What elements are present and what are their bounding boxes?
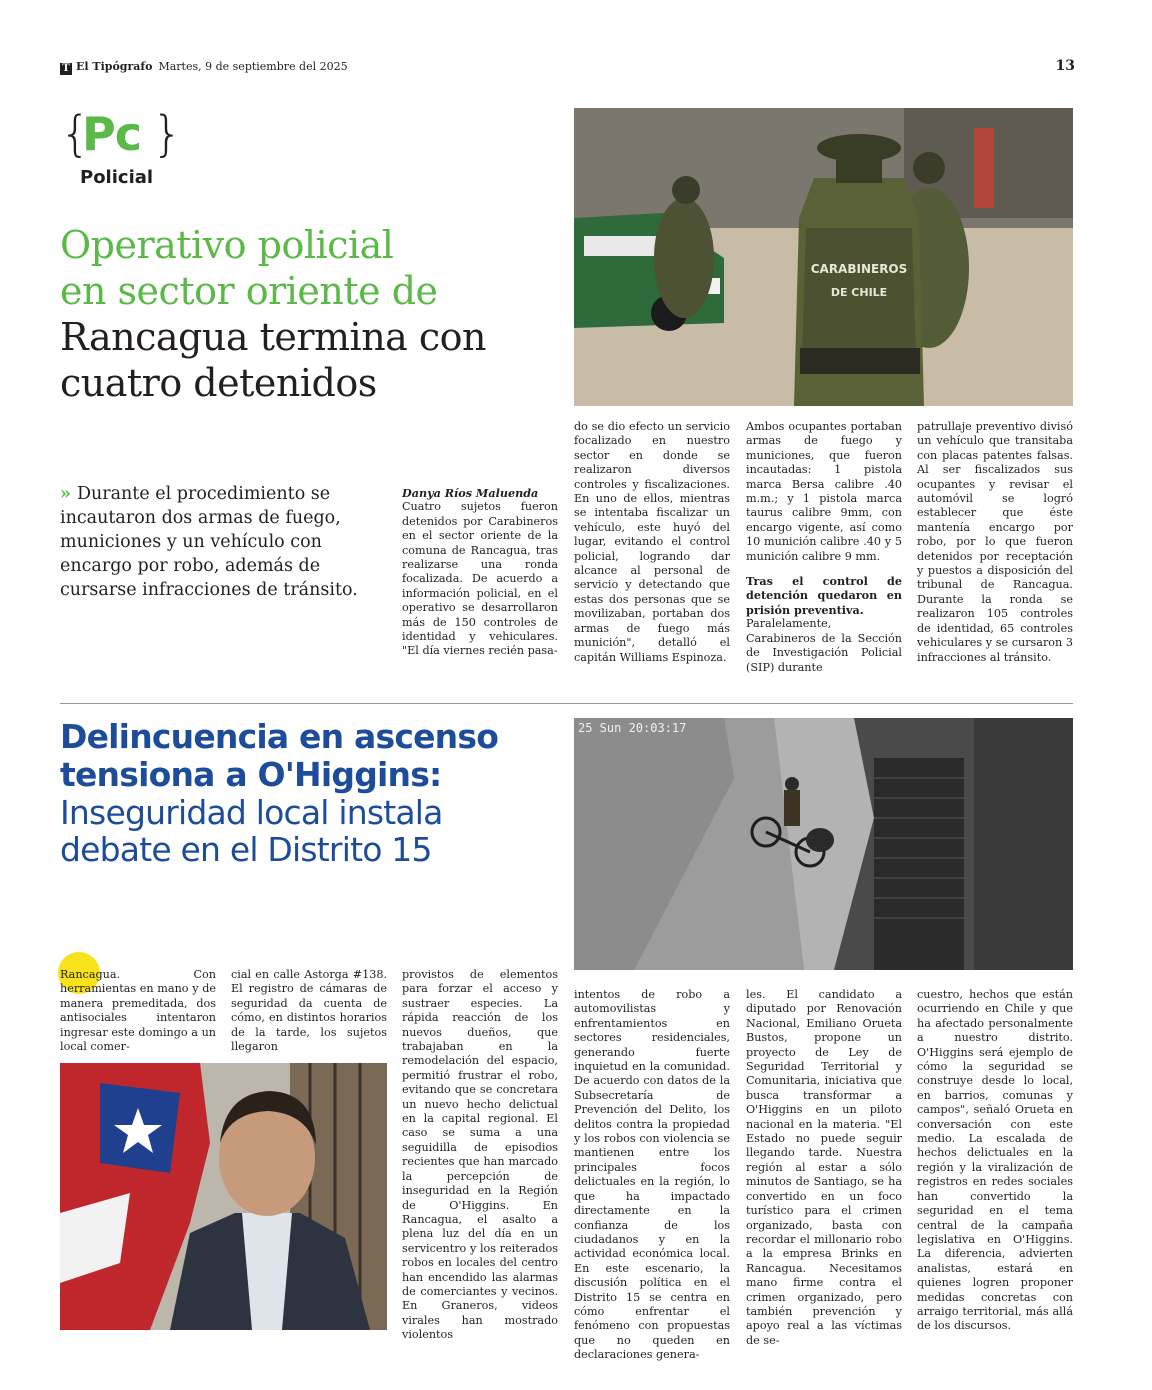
article1-col3a-text: Ambos ocupantes portaban armas de fuego y municiones, que fueron incautadas: 1 pistola marca Bersa calibre .40 m.m.; y 1 pistola marca taurus calibre 9mm, con encargo vigente, así como 10 munición calibre .40 y 5 munición calibre 9 mm. <box>746 420 902 563</box>
article2-column-6 <box>917 988 1073 1334</box>
section-code: Pc <box>82 107 141 161</box>
headline2-line-1: Delincuencia en ascenso <box>60 717 499 756</box>
article2-column-5 <box>746 988 902 1348</box>
article1-column-4 <box>917 420 1073 665</box>
issue-date: Martes, 9 de septiembre del 2025 <box>158 60 348 73</box>
article1-lead <box>60 482 366 602</box>
article1-subhead: Tras el control de detención quedaron en prisión preventiva. <box>746 574 902 617</box>
headline2-line-2: tensiona a O'Higgins: <box>60 755 442 794</box>
article2-column-4 <box>574 988 730 1363</box>
headline-line-2: en sector oriente de <box>60 269 438 313</box>
carabineros-photo <box>574 108 1073 406</box>
headline-line-3: Rancagua termina con <box>60 315 487 359</box>
article1-col4-text: patrullaje preventivo divisó un vehículo que transitaba con placas patentes falsas. Al ser fiscalizados sus ocupantes y revisar el automóvil se logró establecer que éste mantenía encargo por robo, por lo que fueron detenidos por receptación y puestos a disposición del tribunal de Rancagua. Durante la ronda se realizaron 105 controles de identidad, 65 controles vehiculares y se cursaron 3 infracciones al tránsito. <box>917 420 1073 664</box>
section-badge <box>60 104 183 190</box>
article1-col1-text: Cuatro sujetos fueron detenidos por Carabineros en el sector oriente de la comuna de Rancagua, tras realizarse una ronda focalizada. De acuerdo a información policial, en el operativo se desarrollaron más de 150 controles de identidad y vehiculares. "El día viernes recién pasa- <box>402 500 558 658</box>
article2-col2-text: cial en calle Astorga #138. El registro de cámaras de seguridad da cuenta de cómo, en distintos horarios de la tarde, los sujetos llegaron <box>231 968 387 1054</box>
headline-line-1: Operativo policial <box>60 223 394 267</box>
article2-col3-text: provistos de elementos para forzar el acceso y sustraer especies. La rápida reacción de los nuevos dueños, que trabajaban en la remodelación del espacio, permitió frustrar el robo, evitando que se concretara un nuevo hecho delictual en la capital regional. El caso se suma a una seguidilla de episodios recientes que han marcado la percepción de inseguridad en la Región de O'Higgins. En Rancagua, el asalto a plena luz del día en un servicentro y los reiterados robos en locales del centro han encendido las alarmas de comerciantes y vecinos. En Graneros, videos virales han mostrado violentos <box>402 968 558 1342</box>
headline-line-4: cuatro detenidos <box>60 361 377 405</box>
section-label: Policial <box>80 167 154 188</box>
page-number: 13 <box>1055 58 1075 74</box>
headline2-line-3: Inseguridad local instala <box>60 793 443 832</box>
article1-column-1 <box>402 486 558 659</box>
candidate-portrait-photo <box>60 1063 387 1330</box>
section-divider <box>60 703 1073 704</box>
brace-open: { <box>60 106 91 162</box>
brace-close: } <box>152 106 183 162</box>
article2-headline <box>60 718 570 868</box>
article1-column-2 <box>574 420 730 665</box>
article2-column-1 <box>60 968 216 1054</box>
page-header <box>60 60 1075 78</box>
article1-col3b-text: Paralelamente, Carabineros de la Sección de Investigación Policial (SIP) durante <box>746 617 902 674</box>
article1-column-3 <box>746 420 902 675</box>
article2-column-3 <box>402 968 558 1343</box>
article1-headline <box>60 222 550 406</box>
article2-col6-text: cuestro, hechos que están ocurriendo en Chile y que ha afectado personalmente a nuestro distrito. O'Higgins será ejemplo de cómo la seguridad se construye desde lo local, en barrios, comunas y campos", señaló Orueta en conversación con este medio. La escalada de hechos delictuales en la región y la viralización de registros en redes sociales han convertido la seguridad en el tema central de la campaña legislativa en O'Higgins. La diferencia, advierten analistas, estará en quienes logren proponer medidas concretas con arraigo territorial, más allá de los discursos. <box>917 988 1073 1333</box>
publication-logo-icon: T <box>60 63 72 75</box>
vest-text-1: CARABINEROS <box>810 262 908 276</box>
publication-name: El Tipógrafo <box>76 60 153 73</box>
article2-col5-text: les. El candidato a diputado por Renovación Nacional, Emiliano Orueta Bustos, propone un proyecto de Ley de Seguridad Territorial y Comunitaria, iniciativa que busca transformar a O'Higgins en un piloto nacional en la materia. "El Estado no puede seguir llegando tarde. Nuestra región al estar a sólo minutos de Santiago, se ha convertido en un foco turístico para el crimen organizado, basta con recordar el millonario robo a la empresa Brinks en Rancagua. Necesitamos mano firme contra el crimen organizado, pero también prevención y apoyo real a las víctimas de se- <box>746 988 902 1347</box>
article2-col4-text: intentos de robo a automovilistas y enfrentamientos en sectores residenciales, generando fuerte inquietud en la comunidad. De acuerdo con datos de la Subsecretaría de Prevención del Delito, los delitos contra la propiedad y los robos con violencia se mantienen entre los principales focos delictuales en la región, lo que ha impactado directamente en la confianza de los ciudadanos y en la actividad económica local. En este escenario, la discusión política en el Distrito 15 se centra en cómo enfrentar el fenómeno con propuestas que no queden en declaraciones genera- <box>574 988 730 1362</box>
vest-text-2: DE CHILE <box>830 286 888 299</box>
article2-col1-text: Rancagua. Con herramientas en mano y de manera premeditada, dos antisociales intentaron ingresar este domingo a un local comer- <box>60 968 216 1054</box>
lead-marker-icon: » <box>60 484 71 504</box>
cctv-photo <box>574 718 1073 970</box>
byline: Danya Ríos Maluenda <box>402 486 539 500</box>
cctv-timestamp: 25 Sun 20:03:17 <box>578 721 687 735</box>
lead-text: Durante el procedimiento se incautaron dos armas de fuego, municiones y un vehículo con encargo por robo, además de cursarse infracciones de tránsito. <box>60 484 358 600</box>
article2-column-2 <box>231 968 387 1054</box>
headline2-line-4: debate en el Distrito 15 <box>60 830 432 869</box>
article1-col2-text: do se dio efecto un servicio focalizado en nuestro sector en donde se realizaron diversos controles y fiscalizaciones. En uno de ellos, mientras se intentaba fiscalizar un vehículo, este huyó del lugar, evitando el control policial, logrando dar alcance al personal de servicio y detectando que estas dos personas que se movilizaban, portaban dos armas de fuego más munición", detalló el capitán Williams Espinoza. <box>574 420 730 664</box>
